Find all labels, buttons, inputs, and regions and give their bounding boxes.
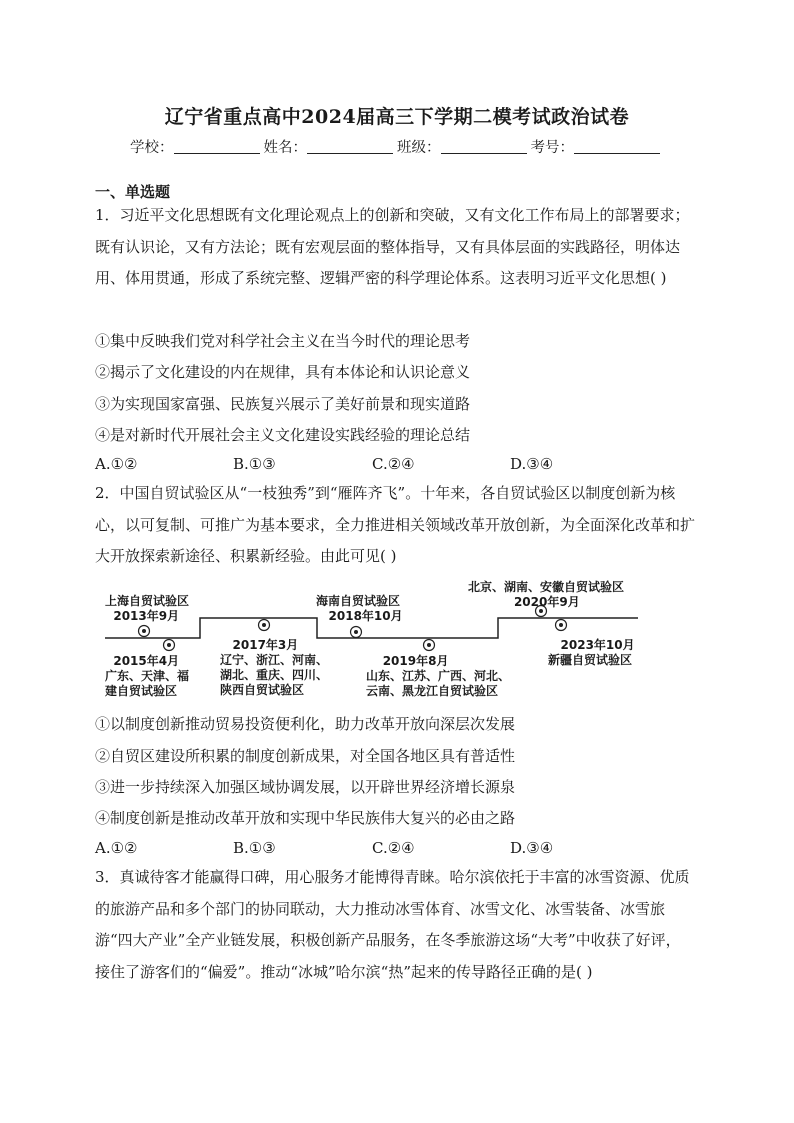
question-1-item-1: ①集中反映我们党对科学社会主义在当今时代的理论思考 (95, 332, 471, 350)
question-2-item-3: ③进一步持续深入加强区域协调发展，以开辟世界经济增长源泉 (95, 778, 516, 796)
question-1-stem: 1．习近平文化思想既有文化理论观点上的创新和突破，又有文化工作布局上的部署要求；既有认识论，又有方法论；既有宏观层面的整体指导，又有具体层面的实践路径，明体达用、体用贯通，形成了系统完整、逻辑严密的科学理论体系。这表明习近平文化思想( ) (95, 206, 690, 287)
timeline-label-hainan: 海南自贸试验区 2018年10月 (316, 594, 403, 623)
question-2-item-1: ①以制度创新推动贸易投资便利化，助力改革开放向深层次发展 (95, 715, 516, 733)
exam-id-label: 考号： (530, 140, 574, 156)
question-2-option-d[interactable]: D.③④ (510, 839, 554, 857)
exam-id-blank[interactable] (574, 139, 660, 154)
question-2-option-b[interactable]: B.①③ (233, 839, 276, 857)
timeline-label-liaoning-group: 2017年3月 辽宁、浙江、河南、 湖北、重庆、四川、 陕西自贸试验区 (220, 638, 329, 697)
name-blank[interactable] (307, 139, 393, 154)
free-trade-zone-timeline (100, 574, 660, 702)
section-title: 一、单选题 (95, 183, 171, 201)
question-3-stem: 3．真诚待客才能赢得口碑，用心服务才能博得青睐。哈尔滨依托于丰富的冰雪资源、优质的旅游产品和多个部门的协同联动，大力推动冰雪体育、冰雪文化、冰雪装备、冰雪旅游“四大产业”全产业链发展，积极创新产品服务，在冬季旅游这场“大考”中收获了好评，接住了游客们的“偏爱”。推动“冰城”哈尔滨“热”起来的传导路径正确的是( ) (95, 868, 690, 981)
question-1-option-d[interactable]: D.③④ (510, 455, 554, 473)
question-1-option-b[interactable]: B.①③ (233, 455, 276, 473)
question-2-item-4: ④制度创新是推动改革开放和实现中华民族伟大复兴的必由之路 (95, 809, 516, 827)
timeline-marker-2017 (259, 620, 270, 631)
class-label: 班级： (397, 140, 441, 156)
question-1-item-4: ④是对新时代开展社会主义文化建设实践经验的理论总结 (95, 426, 471, 444)
timeline-label-shanghai: 上海自贸试验区 2013年9月 (105, 594, 190, 623)
question-2-option-c[interactable]: C.②④ (372, 839, 415, 857)
question-1-option-c[interactable]: C.②④ (372, 455, 415, 473)
timeline-label-shandong-group: 2019年8月 山东、江苏、广西、河北、 云南、黑龙江自贸试验区 (366, 654, 511, 698)
student-info-line (0, 136, 794, 157)
timeline-marker-2013 (139, 626, 150, 637)
timeline-label-beijing-hunan-anhui: 北京、湖南、安徽自贸试验区 2020年9月 (468, 580, 625, 609)
timeline-marker-2018 (351, 627, 362, 638)
question-1-item-2: ②揭示了文化建设的内在规律，具有本体论和认识论意义 (95, 363, 471, 381)
class-blank[interactable] (441, 139, 527, 154)
name-label: 姓名： (263, 140, 307, 156)
question-1-item-3: ③为实现国家富强、民族复兴展示了美好前景和现实道路 (95, 395, 471, 413)
school-blank[interactable] (174, 139, 260, 154)
timeline-marker-2019 (424, 640, 435, 651)
timeline-marker-2023 (556, 620, 567, 631)
timeline-label-guangdong-tianjin-fujian: 2015年4月 广东、天津、福 建自贸试验区 (105, 654, 190, 698)
question-2-option-a[interactable]: A.①② (95, 839, 138, 857)
question-2-stem: 2．中国自贸试验区从“一枝独秀”到“雁阵齐飞”。十年来，各自贸试验区以制度创新为核心，以可复制、可推广为基本要求，全力推进相关领域改革开放创新，为全面深化改革和扩大开放探索新途径、积累新经验。由此可见( ) (95, 484, 696, 565)
exam-title: 辽宁省重点高中2024届高三下学期二模考试政治试卷 (164, 106, 630, 128)
question-2-item-2: ②自贸区建设所积累的制度创新成果，对全国各地区具有普适性 (95, 747, 516, 765)
question-1-option-a[interactable]: A.①② (95, 455, 138, 473)
timeline-label-xinjiang: 2023年10月 新疆自贸试验区 (548, 638, 635, 667)
school-label: 学校： (130, 140, 174, 156)
timeline-marker-2015 (164, 640, 175, 651)
